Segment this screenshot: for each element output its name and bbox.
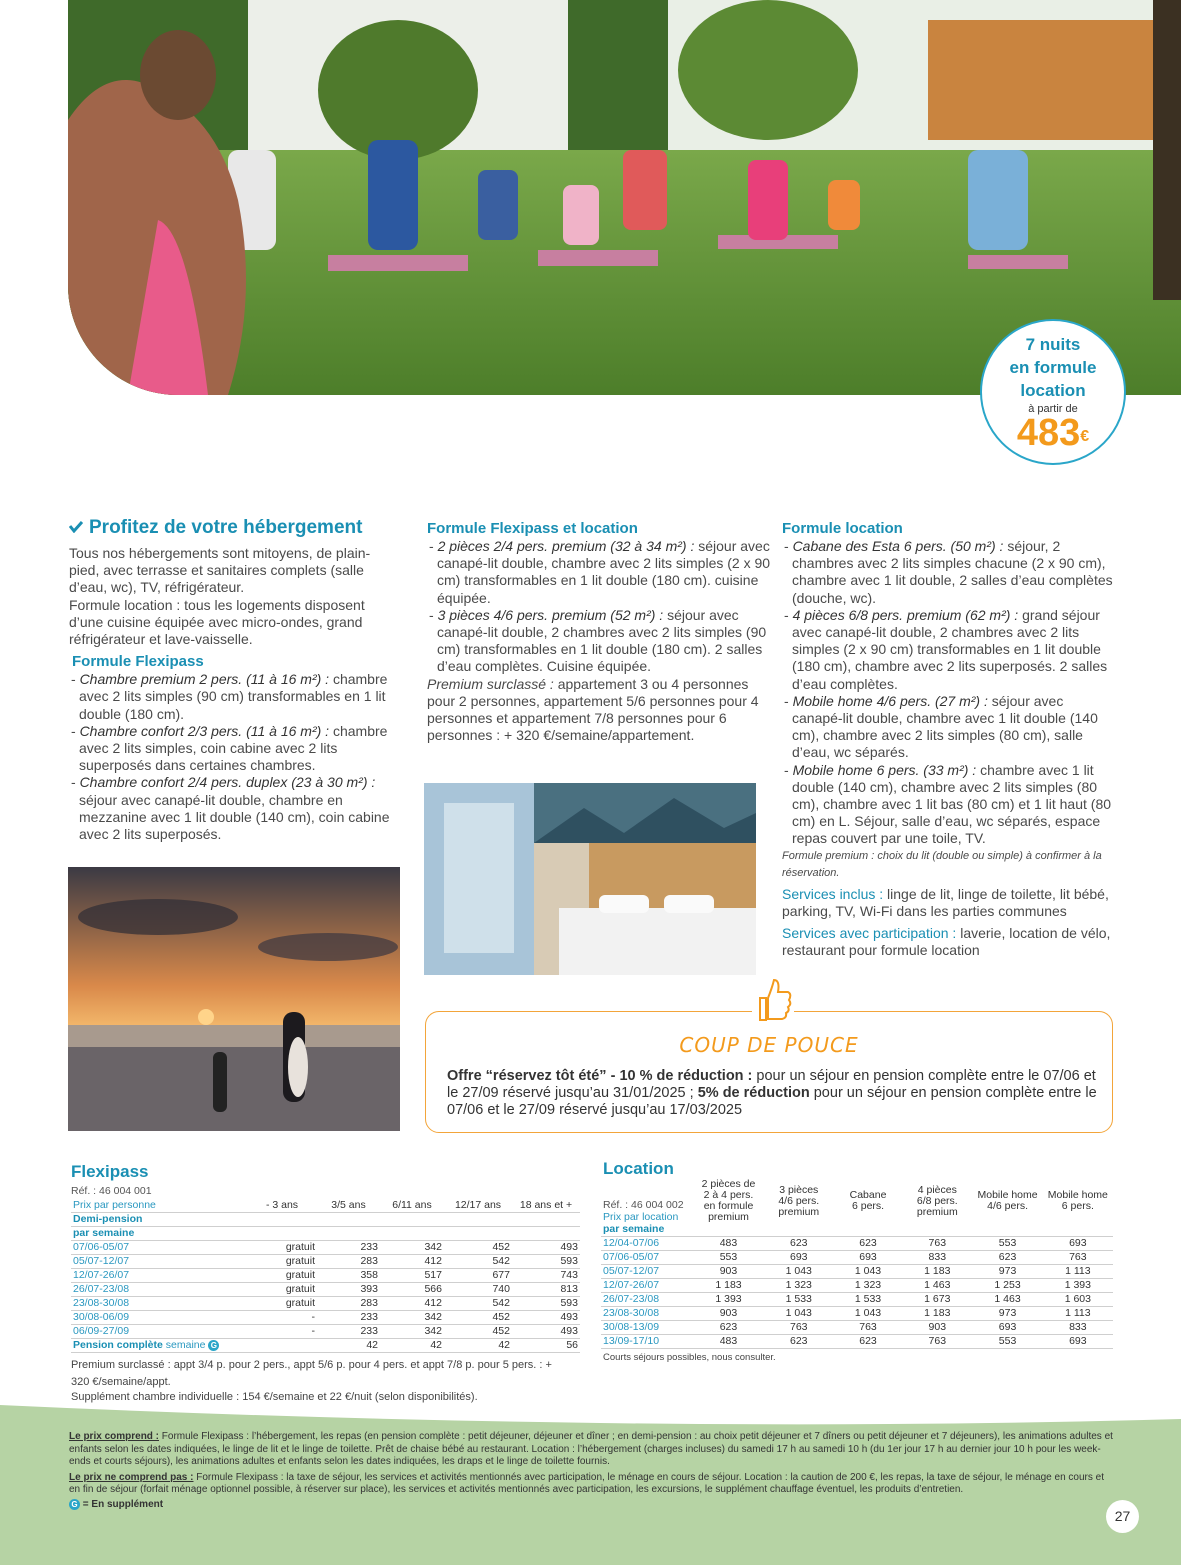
cell: 483 (693, 1335, 763, 1349)
cell: 833 (1043, 1321, 1113, 1335)
cell: 1 673 (902, 1293, 972, 1307)
premium-surclasse (427, 676, 771, 745)
col-header-line: 3 pièces (779, 1183, 819, 1196)
table-row (71, 1297, 580, 1311)
cell: gratuit (247, 1269, 317, 1283)
column-flexipass-location (427, 520, 771, 744)
col-header (972, 1179, 1042, 1223)
cell: 593 (512, 1255, 580, 1269)
price-excludes-text: Formule Flexipass : la taxe de séjour, les services et activités mentionnés avec participation, le ménage en cours de séjour. Location : la caution de 200 €, les repas, la taxe de séjour, le ménage en cours et en fin de séjour (forfait ménage optionnel possible, à réserver sur place), les services et activités mentionnés avec participation, les excursions, le supplément chauffage éventuel, les produits d’entretien. (69, 1471, 1104, 1495)
list-item: - Mobile home 4/6 pers. (27 m²) : séjour avec canapé-lit double, chambre avec 1 lit double (140 cm), chambre avec 2 lits simples (80 cm), salle d’eau, wc séparés. (784, 692, 1098, 761)
col-header-line: 6/8 pers. (916, 1194, 958, 1207)
list-item-label: Chambre premium 2 pers. (11 à 16 m²) : (79, 671, 330, 688)
premium-text: appartement 3 ou 4 personnes pour 2 personnes, appartement 5/6 personnes pour 4 personnes et appartement 7/8 personnes pour 6 personnes : + 320 €/semaine/appartement. (427, 675, 759, 744)
thumbs-up-icon (752, 976, 794, 1024)
col-header (902, 1179, 972, 1223)
list-item: - Mobile home 6 pers. (33 m²) : chambre avec 1 lit double (140 cm), chambre avec 2 lits simples (80 cm), chambre avec 1 lit bas (80 cm) et 1 lit haut (80 cm) en L. Séjour, salle d’eau, wc séparés, espace repas couvert par une toile, TV. (784, 761, 1112, 847)
col-header-line: premium (778, 1205, 820, 1218)
list-item-label: Mobile home 6 pers. (33 m²) : (792, 761, 977, 778)
row-date: 12/07-26/07 (71, 1269, 247, 1283)
cell: 833 (902, 1251, 972, 1265)
list-item-label: Chambre confort 2/3 pers. (11 à 16 m²) : (79, 722, 330, 739)
cell: 452 (444, 1241, 512, 1255)
table-row (601, 1265, 1113, 1279)
cell: 973 (972, 1307, 1042, 1321)
supplement-icon: G (69, 1499, 80, 1510)
table-row (71, 1325, 580, 1339)
cell: 593 (512, 1297, 580, 1311)
cell: 493 (512, 1311, 580, 1325)
table-row (601, 1279, 1113, 1293)
table-header-row (601, 1179, 1113, 1223)
list-item-label: Cabane des Esta 6 pers. (50 m²) : (792, 538, 1004, 554)
services-participation-text: laverie, location de vélo, restaurant pour formule location (782, 925, 1111, 959)
list-item-text: séjour avec canapé-lit double, chambre avec 1 lit double (140 cm), chambre avec 2 lits simples (80 cm), salle d’eau, wc séparés. (792, 692, 1098, 761)
list-item-label: 3 pièces 4/6 pers. premium (52 m²) : (437, 606, 664, 623)
list-item-text: chambre avec 1 lit double (140 cm), chambre avec 2 lits simples (80 cm), chambre avec 1 lit bas (80 cm) et 1 lit haut (80 cm) en L. Séjour, salle d’eau, wc séparés, espace repas couvert par une toile, TV. (792, 761, 1112, 847)
cell: 693 (834, 1251, 902, 1265)
services-participation (782, 925, 1116, 959)
services-inclus-label: Services inclus : (782, 885, 884, 902)
location-ref-cell (601, 1179, 693, 1223)
cell: 542 (444, 1297, 512, 1311)
price-includes (69, 1431, 1114, 1469)
list-item-text: grand séjour avec canapé-lit double, 2 chambres avec 2 lits simples (2 x 90 cm) transformables en 1 lit double (180 cm), chambre avec 2 lits superposés. 2 salles d’eau complètes. (792, 606, 1108, 692)
col-header (693, 1179, 763, 1223)
cell: 342 (380, 1311, 444, 1325)
row-date: 12/04-07/06 (601, 1237, 693, 1251)
table-row (601, 1335, 1113, 1349)
cell: gratuit (247, 1255, 317, 1269)
cell: 1 043 (764, 1307, 834, 1321)
cell: 1 533 (764, 1293, 834, 1307)
row-date: 07/06-05/07 (71, 1241, 247, 1255)
col-header-line: 2 à 4 pers. (703, 1189, 754, 1201)
col-header-line: 4/6 pers. (987, 1200, 1028, 1212)
table-row (601, 1321, 1113, 1335)
row-date: 30/08-13/09 (601, 1321, 693, 1335)
column-hebergement (69, 516, 399, 843)
cell: 553 (972, 1335, 1042, 1349)
intro-text-2: Formule location : tous les logements disposent d’une cuisine équipée avec micro-ondes, grand réfrigérateur et lave-vaisselle. (69, 596, 365, 648)
cell: 903 (693, 1265, 763, 1279)
cell: 1 113 (1043, 1307, 1113, 1321)
services-inclus-text: linge de lit, linge de toilette, lit bébé, parking, TV, Wi-Fi dans les parties communes (782, 885, 1109, 919)
cell: 813 (512, 1283, 580, 1297)
cell: 283 (317, 1297, 380, 1311)
col-header-line: premium (916, 1205, 958, 1218)
check-icon (69, 521, 83, 533)
row-date: 13/09-17/10 (601, 1335, 693, 1349)
cell: 623 (693, 1321, 763, 1335)
coup-de-pouce-text (447, 1068, 1097, 1119)
subheading-flexipass: Formule Flexipass (72, 653, 204, 671)
col-header: - 3 ans (247, 1199, 317, 1213)
offer-bold-1: Offre “réservez tôt été” - 10 % de réduction : (447, 1068, 753, 1084)
table-row (71, 1311, 580, 1325)
cell: 693 (1043, 1335, 1113, 1349)
table-row (601, 1237, 1113, 1251)
row-date: 12/07-26/07 (601, 1279, 693, 1293)
photo-beach-sunset (68, 867, 400, 1131)
pension-complete-label: Pension complète (73, 1339, 163, 1351)
cell: 1 253 (972, 1279, 1042, 1293)
col-header (834, 1179, 902, 1223)
list-item: - 3 pièces 4/6 pers. premium (52 m²) : séjour avec canapé-lit double, 2 chambres avec 2 lits simples (90 cm) transformables en 1 lit double (180 cm). 2 salles d’eau complètes. Cuisine équipée. (429, 606, 767, 675)
price-conditions (69, 1431, 1114, 1511)
pension-complete-cell (71, 1339, 247, 1353)
legend-supplement (69, 1499, 1114, 1512)
cell: 763 (1043, 1251, 1113, 1265)
col-header-line: 2 pièces de (701, 1178, 756, 1190)
section-title (69, 516, 399, 540)
list-item-text: séjour avec canapé-lit double, chambre avec 2 lits simples (2 x 90 cm) transformables en 1 lit double (180 cm). cuisine équipée. (437, 538, 771, 606)
col-header-line: Mobile home (977, 1189, 1038, 1201)
flexipass-title: Flexipass (71, 1162, 149, 1181)
table-row (71, 1213, 580, 1227)
table-row (71, 1283, 580, 1297)
table-row (71, 1339, 580, 1353)
cell: gratuit (247, 1241, 317, 1255)
cell (247, 1339, 317, 1353)
location-footnote: Courts séjours possibles, nous consulter. (603, 1352, 776, 1363)
flexipass-table (71, 1199, 580, 1353)
cell: 493 (512, 1241, 580, 1255)
col-header: 12/17 ans (444, 1199, 512, 1213)
list-item-text: séjour, 2 chambres avec 2 lits simples chacune (2 x 90 cm), chambre avec 1 lit double, 2 salles d’eau complètes (douche, wc). (792, 538, 1113, 606)
intro-text: Tous nos hébergements sont mitoyens, de plain-pied, avec terrasse et sanitaires complets (salle d’eau, wc), TV, réfrigérateur. (69, 545, 371, 596)
cell: 42 (380, 1339, 444, 1353)
badge-price (982, 412, 1124, 454)
cell: 553 (972, 1237, 1042, 1251)
cell: 283 (317, 1255, 380, 1269)
list-item: - Cabane des Esta 6 pers. (50 m²) : séjour, 2 chambres avec 2 lits simples chacune (2 x 90 cm), chambre avec 1 lit double, 2 salles d’eau complètes (douche, wc). (784, 538, 1113, 606)
page-number: 27 (1106, 1500, 1139, 1533)
cell: gratuit (247, 1283, 317, 1297)
cell: 542 (444, 1255, 512, 1269)
cell: 1 463 (972, 1293, 1042, 1307)
badge-price-value: 483 (1016, 412, 1081, 454)
services-participation-label: Services avec participation : (782, 925, 957, 942)
subheading-location: Formule location (782, 520, 903, 537)
col-header: 18 ans et + (512, 1199, 580, 1213)
price-excludes (69, 1472, 1114, 1497)
col-header: 6/11 ans (380, 1199, 444, 1213)
list-item-label: Mobile home 4/6 pers. (27 m²) : (792, 692, 988, 709)
price-per-label: Prix par personne (71, 1199, 247, 1213)
cell: 1 393 (1043, 1279, 1113, 1293)
demi-pension-label: Demi-pension (71, 1213, 580, 1227)
cell: 763 (834, 1321, 902, 1335)
list-item-text: chambre avec 2 lits simples, coin cabine avec 2 lits superposés dans certaines chambres. (79, 722, 388, 774)
table-row (601, 1307, 1113, 1321)
table-row (71, 1227, 580, 1241)
supplement-icon: G (208, 1340, 219, 1351)
badge-line3: location (1020, 381, 1086, 400)
photo-bedroom (424, 783, 756, 975)
cell: 358 (317, 1269, 380, 1283)
list-item: - Chambre confort 2/4 pers. duplex (23 à 30 m²) : séjour avec canapé-lit double, chambre en mezzanine avec 1 lit double (140 cm), coin cabine avec 2 lits superposés. (71, 774, 390, 843)
col-header (1043, 1179, 1113, 1223)
cell: 517 (380, 1269, 444, 1283)
cell: 623 (764, 1335, 834, 1349)
list-item: - Chambre confort 2/3 pers. (11 à 16 m²) : chambre avec 2 lits simples, coin cabine avec 2 lits superposés dans certaines chambres. (71, 722, 388, 774)
cell: 973 (972, 1265, 1042, 1279)
cell: 412 (380, 1297, 444, 1311)
cell: 1 183 (902, 1307, 972, 1321)
cell: 1 183 (693, 1279, 763, 1293)
price-includes-label: Le prix comprend : (69, 1431, 160, 1442)
cell: 623 (972, 1251, 1042, 1265)
badge-currency: € (1080, 428, 1090, 445)
cell: 1 113 (1043, 1265, 1113, 1279)
cell: 56 (512, 1339, 580, 1353)
cell: 42 (444, 1339, 512, 1353)
cell: 566 (380, 1283, 444, 1297)
list-item: - Chambre premium 2 pers. (11 à 16 m²) : chambre avec 2 lits simples (90 cm) transformables en 1 lit double (180 cm). (71, 671, 388, 722)
cell: 233 (317, 1241, 380, 1255)
list-item-text: séjour avec canapé-lit double, chambre en mezzanine avec 1 lit double (140 cm), coin cabine avec 2 lits superposés. (79, 791, 390, 843)
column-location (782, 520, 1116, 959)
cell: 393 (317, 1283, 380, 1297)
table-row (601, 1293, 1113, 1307)
cell: 553 (693, 1251, 763, 1265)
flexipass-rows (71, 1241, 580, 1339)
cell: 693 (764, 1251, 834, 1265)
location-price-per: Prix par location (603, 1210, 679, 1223)
per-week-label: par semaine (601, 1223, 1113, 1237)
cell: 763 (902, 1335, 972, 1349)
cell: 412 (380, 1255, 444, 1269)
cell: 763 (764, 1321, 834, 1335)
offer-text-1: pour un séjour en pension complète entre le 07/06 et le 27/09 réservé jusqu’au 31/01/2025 ; (447, 1068, 1096, 1101)
badge-from: à partir de (1028, 403, 1078, 415)
cell: 493 (512, 1325, 580, 1339)
row-date: 30/08-06/09 (71, 1311, 247, 1325)
col-header-line: 6 pers. (851, 1200, 885, 1212)
cell: 1 043 (834, 1307, 902, 1321)
per-week-label: par semaine (71, 1227, 580, 1241)
cell: 1 463 (902, 1279, 972, 1293)
cell: gratuit (247, 1297, 317, 1311)
services-inclus (782, 886, 1116, 920)
list-item-text: séjour avec canapé-lit double, 2 chambres avec 2 lits simples (90 cm) transformables en 1 lit double (180 cm). 2 salles d’eau complètes. Cuisine équipée. (437, 606, 767, 675)
cell: 903 (693, 1307, 763, 1321)
col-header (764, 1179, 834, 1223)
flexipass-footnote-2: Supplément chambre individuelle : 154 €/semaine et 22 €/nuit (selon disponibilités). (71, 1391, 478, 1403)
cell: 740 (444, 1283, 512, 1297)
list-item: - 4 pièces 6/8 pers. premium (62 m²) : grand séjour avec canapé-lit double, 2 chambres avec 2 lits simples (2 x 90 cm) transformables en 1 lit double (180 cm), chambre avec 2 lits superposés. 2 salles d’eau complètes. (784, 606, 1108, 692)
list-item-label: 2 pièces 2/4 pers. premium (32 à 34 m²) : (437, 538, 695, 554)
offer-bold-2: 5% de réduction (697, 1085, 810, 1101)
location-table (601, 1179, 1113, 1349)
col-header-line: Cabane (849, 1189, 887, 1201)
flexipass-ref: Réf. : 46 004 001 (71, 1185, 152, 1197)
subheading-flexipass-location: Formule Flexipass et location (427, 520, 638, 537)
cell: 693 (972, 1321, 1042, 1335)
cell: 1 323 (764, 1279, 834, 1293)
cell: 1 043 (764, 1265, 834, 1279)
cell: 623 (764, 1237, 834, 1251)
col-header-line: premium (708, 1211, 749, 1223)
list-item-text: chambre avec 2 lits simples (90 cm) transformables en 1 lit double (180 cm). (79, 671, 388, 722)
row-date: 05/07-12/07 (71, 1255, 247, 1269)
offer-text-2: pour un séjour en pension complète entre le 07/06 et le 27/09 réservé jusqu’au 17/03/2025 (447, 1085, 1097, 1118)
list-item-label: Chambre confort 2/4 pers. duplex (23 à 30 m²) : (79, 774, 376, 791)
table-row (71, 1255, 580, 1269)
price-includes-text: Formule Flexipass : l’hébergement, les repas (en pension complète : petit déjeuner, déjeuner et dîner ; en demi-pension : au choix petit déjeuner et 7 dîners ou petit déjeuner et 7 déjeuners), les animations adultes et enfants selon les dates indiquées, le linge de lit et le linge de toilette. Prêt de chaise bébé au restaurant. Location : l’hébergement (charges incluses) du samedi 17 h au samedi 10 h (du 1er jour 17 h au dernier jour 10 h pour les week-ends et courts séjours), les animations adultes et enfants selon les dates indiquées, les draps et le linge de toilette fournis. (69, 1431, 1113, 1467)
row-date: 06/09-27/09 (71, 1325, 247, 1339)
cell: 1 603 (1043, 1293, 1113, 1307)
cell: 233 (317, 1311, 380, 1325)
legend-text: = En supplément (82, 1498, 164, 1510)
cell: 233 (317, 1325, 380, 1339)
cell: 677 (444, 1269, 512, 1283)
col-header: 3/5 ans (317, 1199, 380, 1213)
price-excludes-label: Le prix ne comprend pas : (69, 1471, 194, 1483)
col-header-line: 4 pièces (917, 1183, 957, 1196)
row-date: 23/08-30/08 (71, 1297, 247, 1311)
section-title-text: Profitez de votre hébergement (89, 517, 363, 538)
cell: - (247, 1325, 317, 1339)
cell: 452 (444, 1311, 512, 1325)
price-badge (980, 319, 1126, 465)
cell: 452 (444, 1325, 512, 1339)
table-header-row (71, 1199, 580, 1213)
coup-de-pouce-title: COUP DE POUCE (679, 1033, 859, 1057)
table-row (71, 1269, 580, 1283)
cell: 42 (317, 1339, 380, 1353)
cell: 342 (380, 1325, 444, 1339)
cell: 483 (693, 1237, 763, 1251)
cell: 1 393 (693, 1293, 763, 1307)
cell: 903 (902, 1321, 972, 1335)
cell: - (247, 1311, 317, 1325)
cell: 693 (1043, 1237, 1113, 1251)
cell: 1 183 (902, 1265, 972, 1279)
cell: 1 043 (834, 1265, 902, 1279)
cell: 1 533 (834, 1293, 902, 1307)
list-item: - 2 pièces 2/4 pers. premium (32 à 34 m²) : séjour avec canapé-lit double, chambre avec 2 lits simples (2 x 90 cm) transformables en 1 lit double (180 cm). cuisine équipée. (429, 538, 771, 606)
col-header-line: 6 pers. (1061, 1200, 1094, 1212)
row-date: 23/08-30/08 (601, 1307, 693, 1321)
col-header-line: Mobile home (1047, 1189, 1108, 1201)
row-date: 26/07-23/08 (71, 1283, 247, 1297)
table-row (601, 1223, 1113, 1237)
premium-note: Formule premium : choix du lit (double ou simple) à confirmer à la réservation. (782, 849, 1102, 879)
row-date: 05/07-12/07 (601, 1265, 693, 1279)
table-row (601, 1251, 1113, 1265)
cell: 623 (834, 1335, 902, 1349)
cell: 342 (380, 1241, 444, 1255)
location-title: Location (603, 1159, 674, 1178)
table-row (71, 1241, 580, 1255)
row-date: 26/07-23/08 (601, 1293, 693, 1307)
cell: 763 (902, 1237, 972, 1251)
col-header-line: 4/6 pers. (778, 1194, 820, 1207)
list-item-label: 4 pièces 6/8 pers. premium (62 m²) : (792, 606, 1019, 623)
location-rows (601, 1237, 1113, 1349)
col-header-line: en formule (703, 1200, 754, 1212)
pension-complete-sub: semaine (165, 1339, 206, 1351)
cell: 1 323 (834, 1279, 902, 1293)
flexipass-footnote-1: Premium surclassé : appt 3/4 p. pour 2 pers., appt 5/6 p. pour 4 pers. et appt 7/8 p. pour 5 pers. : + 320 €/semaine/appt. (71, 1359, 552, 1388)
premium-label: Premium surclassé : (427, 675, 554, 692)
row-date: 07/06-05/07 (601, 1251, 693, 1265)
cell: 743 (512, 1269, 580, 1283)
location-ref: Réf. : 46 004 002 (603, 1199, 684, 1211)
cell: 623 (834, 1237, 902, 1251)
badge-line2: en formule (1009, 358, 1097, 377)
badge-line1: 7 nuits (1025, 335, 1081, 354)
